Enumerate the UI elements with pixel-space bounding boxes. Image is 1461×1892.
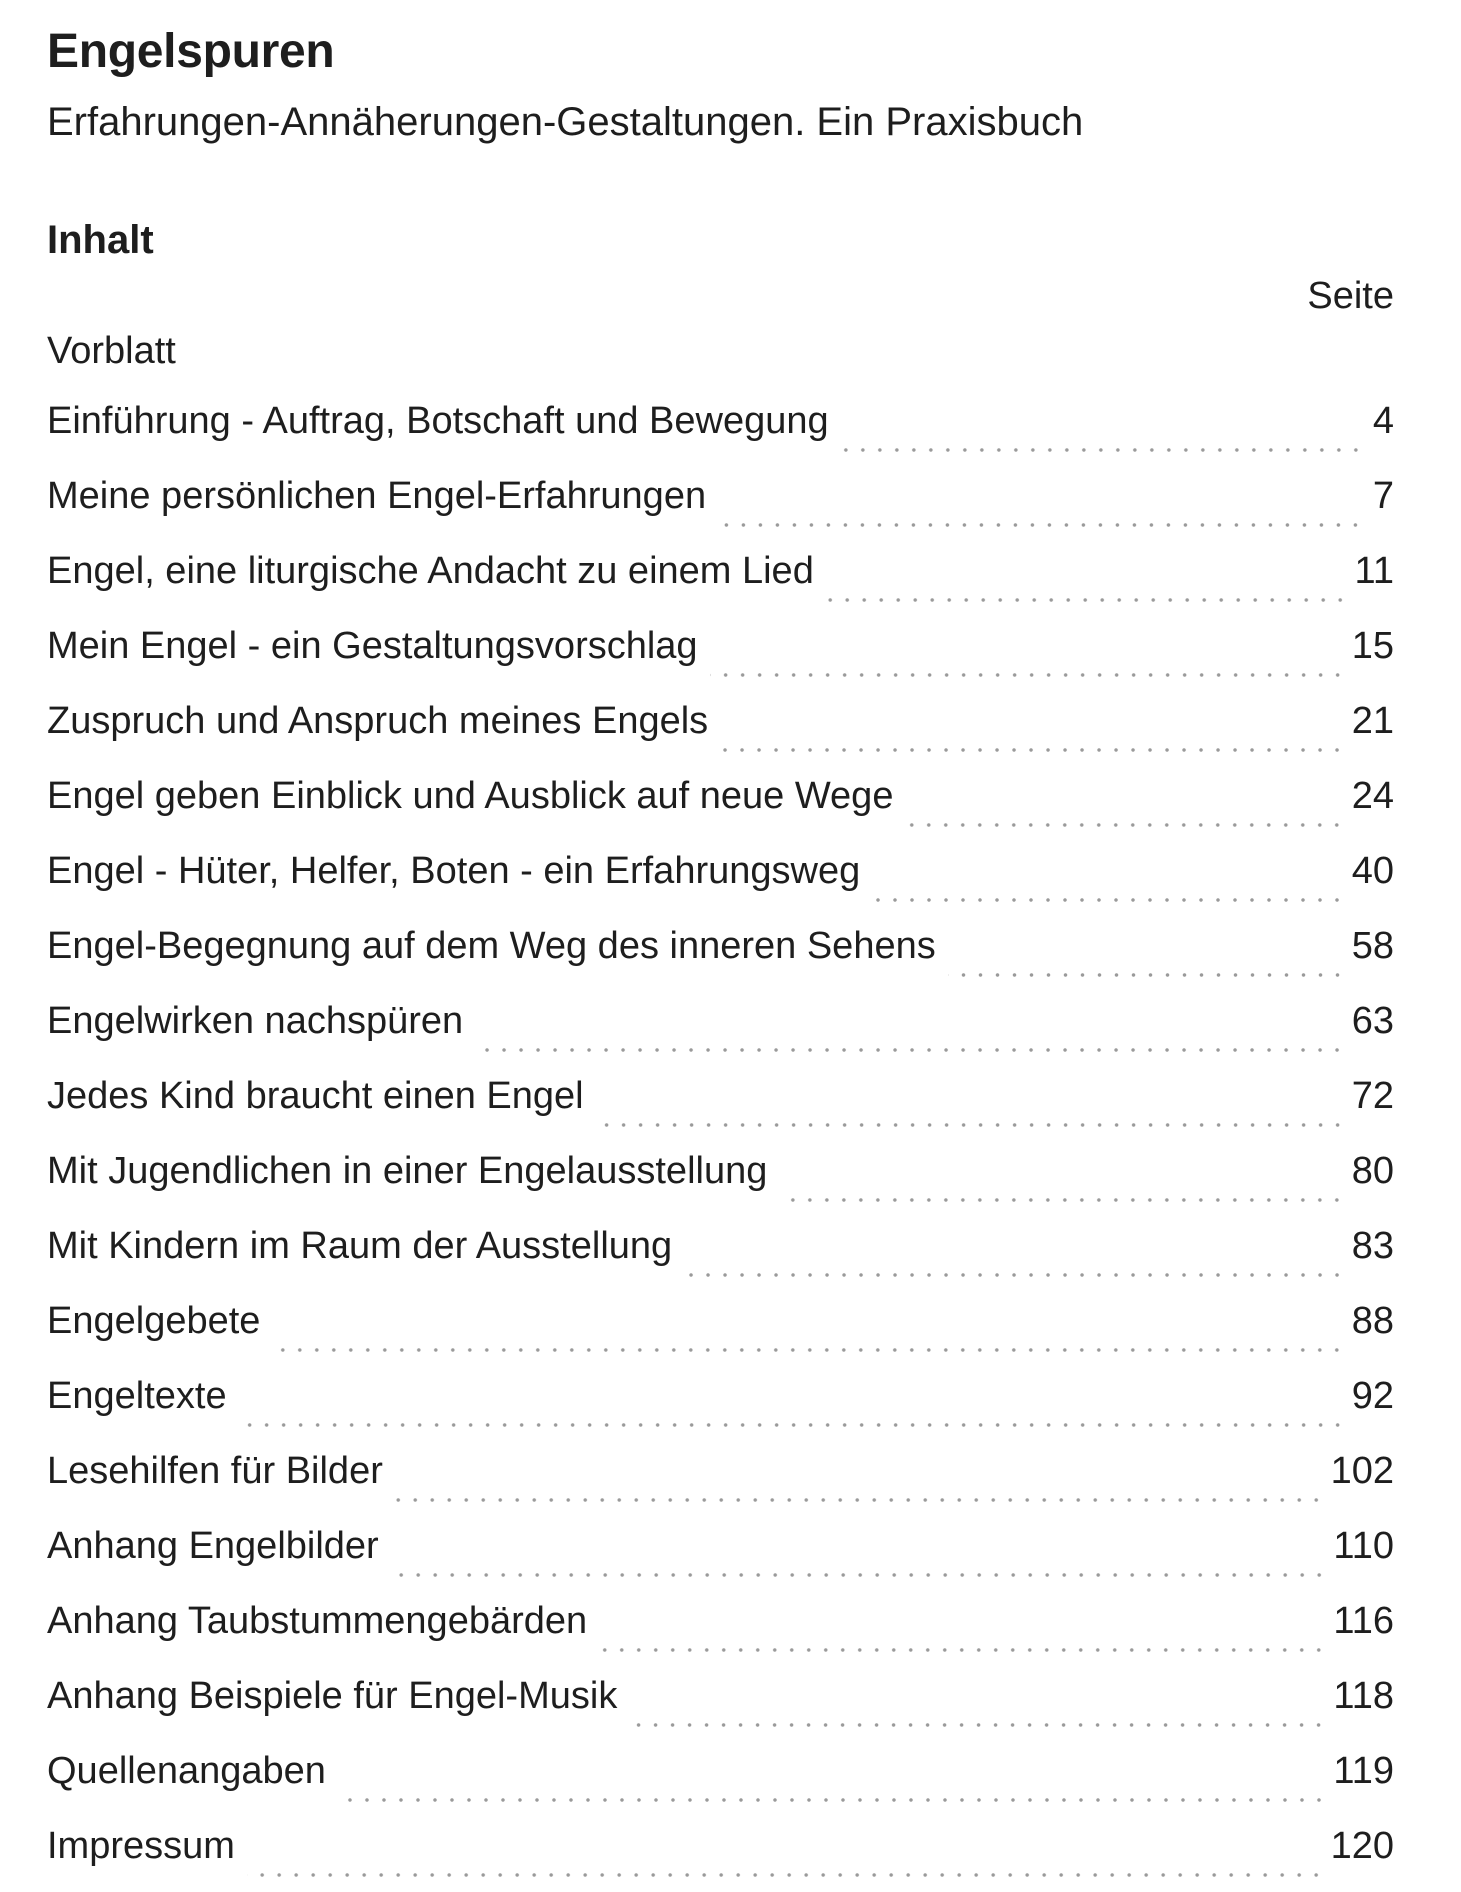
dot-leader	[629, 1722, 1327, 1728]
toc-entry-title: Jedes Kind braucht einen Engel	[47, 1075, 584, 1117]
dot-leader	[779, 1197, 1345, 1203]
toc-entry-page-number: 110	[1333, 1525, 1394, 1567]
dot-leader	[718, 522, 1364, 528]
document-page	[47, 0, 1394, 1887]
toc-entry-page-number: 120	[1330, 1825, 1394, 1867]
dot-leader	[948, 972, 1346, 978]
toc-entry-title: Impressum	[47, 1825, 235, 1867]
toc-entry-page-number: 102	[1330, 1450, 1394, 1492]
toc-entry-title: Quellenangaben	[47, 1750, 326, 1792]
dot-leader	[475, 1047, 1346, 1053]
toc-entry-page-number: 116	[1333, 1600, 1394, 1642]
toc-entry	[47, 767, 1394, 842]
toc-entry-title: Anhang Beispiele für Engel-Musik	[47, 1675, 618, 1717]
toc-entry-title: Lesehilfen für Bilder	[47, 1450, 383, 1492]
dot-leader	[596, 1122, 1346, 1128]
toc-entry-title: Engel-Begegnung auf dem Weg des inneren Sehens	[47, 925, 936, 967]
dot-leader	[720, 747, 1346, 753]
toc-entry	[47, 322, 1394, 392]
toc-entry-page-number: 40	[1351, 850, 1394, 892]
dot-leader	[599, 1647, 1327, 1653]
toc-entry-title: Anhang Engelbilder	[47, 1525, 379, 1567]
toc-entry-title: Engeltexte	[47, 1375, 227, 1417]
toc-entry-title: Engelgebete	[47, 1300, 261, 1342]
dot-leader	[684, 1272, 1346, 1278]
dot-leader	[188, 372, 1364, 378]
toc-entry-page-number: 119	[1333, 1750, 1394, 1792]
table-of-contents	[47, 322, 1394, 1892]
toc-entry	[47, 1067, 1394, 1142]
toc-entry-title: Engel geben Einblick und Ausblick auf neue Wege	[47, 775, 894, 817]
toc-entry-page-number: 15	[1351, 625, 1394, 667]
dot-leader	[905, 822, 1345, 828]
toc-entry	[47, 1742, 1394, 1817]
toc-entry	[47, 1292, 1394, 1367]
toc-entry	[47, 692, 1394, 767]
toc-entry-title: Anhang Taubstummengebärden	[47, 1600, 588, 1642]
toc-entry-title: Engel, eine liturgische Andacht zu einem Lied	[47, 550, 814, 592]
toc-entry	[47, 1592, 1394, 1667]
toc-entry-title: Engelwirken nachspüren	[47, 1000, 464, 1042]
toc-entry-title: Vorblatt	[47, 330, 176, 372]
toc-entry	[47, 1217, 1394, 1292]
toc-entry	[47, 992, 1394, 1067]
toc-entry-page-number: 118	[1333, 1675, 1394, 1717]
toc-entry	[47, 1442, 1394, 1517]
toc-entry-title: Engel - Hüter, Helfer, Boten - ein Erfahrungsweg	[47, 850, 861, 892]
toc-entry	[47, 542, 1394, 617]
toc-entry	[47, 392, 1394, 467]
toc-entry-page-number: 58	[1351, 925, 1394, 967]
toc-entry-page-number: 92	[1351, 1375, 1394, 1417]
toc-entry	[47, 1367, 1394, 1442]
toc-entry-page-number: 24	[1351, 775, 1394, 817]
toc-entry-page-number: 83	[1351, 1225, 1394, 1267]
toc-entry-title: Einführung - Auftrag, Botschaft und Bewegung	[47, 400, 829, 442]
toc-entry	[47, 1517, 1394, 1592]
book-title: Engelspuren	[47, 25, 335, 78]
toc-entry-page-number: 63	[1351, 1000, 1394, 1042]
toc-entry-page-number: 4	[1372, 400, 1394, 442]
dot-leader	[272, 1347, 1345, 1353]
toc-entry-title: Mit Kindern im Raum der Ausstellung	[47, 1225, 673, 1267]
dot-leader	[826, 597, 1349, 603]
toc-entry-title: Mein Engel - ein Gestaltungsvorschlag	[47, 625, 698, 667]
dot-leader	[841, 447, 1364, 453]
toc-entry-page-number: 72	[1351, 1075, 1394, 1117]
toc-entry-page-number: 21	[1351, 700, 1394, 742]
toc-entry-title: Zuspruch und Anspruch meines Engels	[47, 700, 709, 742]
toc-entry-page-number: 11	[1354, 550, 1394, 592]
toc-heading: Inhalt	[47, 218, 154, 262]
dot-leader	[391, 1572, 1328, 1578]
dot-leader	[395, 1497, 1325, 1503]
toc-entry	[47, 842, 1394, 917]
toc-entry	[47, 1142, 1394, 1217]
dot-leader	[872, 897, 1346, 903]
toc-entry-page-number: 80	[1351, 1150, 1394, 1192]
toc-entry	[47, 917, 1394, 992]
toc-entry-title: Meine persönlichen Engel-Erfahrungen	[47, 475, 707, 517]
toc-entry-title: Mit Jugendlichen in einer Engelausstellung	[47, 1150, 768, 1192]
toc-entry-page-number: 88	[1351, 1300, 1394, 1342]
dot-leader	[710, 672, 1346, 678]
book-subtitle: Erfahrungen-Annäherungen-Gestaltungen. Ein Praxisbuch	[47, 100, 1084, 144]
toc-entry-page-number: 7	[1372, 475, 1394, 517]
dot-leader	[239, 1422, 1346, 1428]
page-column-label: Seite	[1307, 275, 1394, 317]
toc-entry	[47, 467, 1394, 542]
dot-leader	[247, 1872, 1325, 1878]
toc-entry	[47, 617, 1394, 692]
dot-leader	[338, 1797, 1327, 1803]
toc-entry	[47, 1817, 1394, 1892]
toc-entry	[47, 1667, 1394, 1742]
